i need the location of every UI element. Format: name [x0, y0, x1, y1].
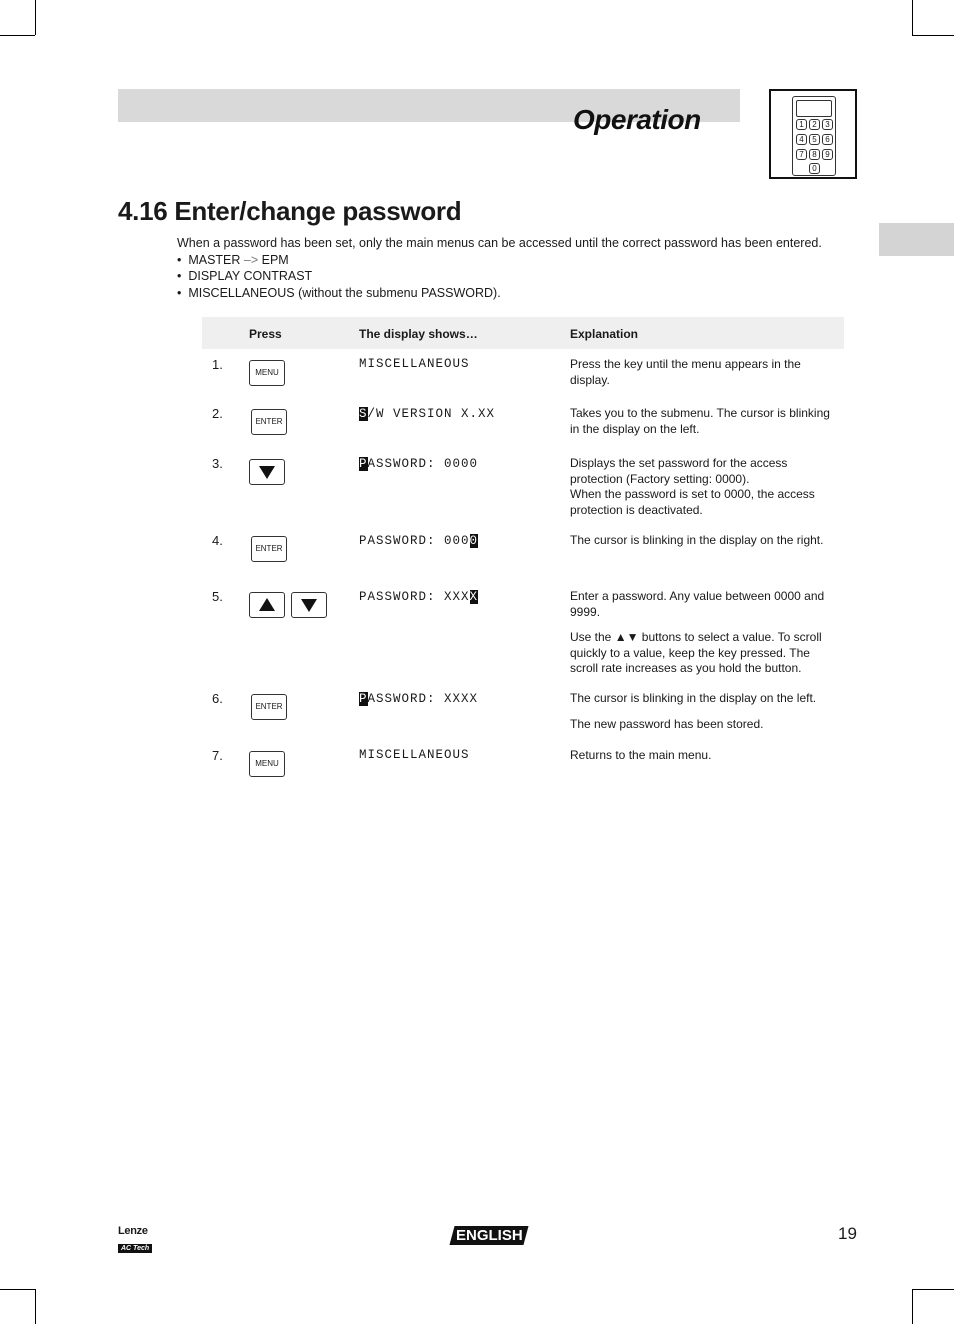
display-text-post: /W VERSION X.XX	[367, 407, 496, 421]
logo-subbrand: AC Tech	[118, 1244, 152, 1253]
crop-mark	[0, 35, 35, 36]
up-arrow-icon	[259, 598, 275, 611]
display-text	[359, 357, 470, 371]
display-text	[359, 407, 495, 421]
display-cursor: S	[359, 407, 368, 421]
page-header-title: Operation	[573, 104, 701, 135]
explanation	[570, 357, 832, 388]
keypad-key: 7	[796, 149, 807, 160]
explanation-text: The cursor is blinking in the display on the right.	[570, 533, 824, 547]
display-text-post: MISCELLANEOUS	[359, 357, 470, 371]
menu-key-icon: MENU	[249, 751, 285, 777]
display-text	[359, 692, 478, 706]
keypad-body	[792, 96, 836, 176]
step-number: 5.	[212, 589, 223, 604]
display-text-post: ASSWORD: XXXX	[367, 692, 479, 706]
keypad-icon	[769, 89, 857, 179]
brand-logo	[118, 1226, 152, 1255]
enter-key-icon: ENTER	[251, 409, 287, 435]
explanation	[570, 456, 832, 518]
intro-paragraph: When a password has been set, only the main menus can be accessed until the correct password has been entered.	[177, 236, 822, 250]
display-cursor: P	[359, 457, 368, 471]
explanation-text: Displays the set password for the access protection (Factory setting: 0000). When the password is set to 0000, the access protection is deactivated.	[570, 456, 815, 517]
keypad-key: 8	[809, 149, 820, 160]
bullet-text: • DISPLAY CONTRAST	[177, 269, 313, 283]
display-text-pre: PASSWORD: 000	[359, 534, 470, 548]
display-text-pre: PASSWORD: XXX	[359, 590, 470, 604]
side-tab	[879, 223, 954, 256]
step-number: 4.	[212, 533, 223, 548]
arrow-icon: –>	[243, 252, 259, 267]
enter-key-icon: ENTER	[251, 694, 287, 720]
language-label: ENGLISH	[455, 1227, 523, 1244]
step-number: 1.	[212, 357, 223, 372]
display-cursor: 0	[469, 534, 479, 548]
bullet-item	[177, 268, 857, 285]
display-text	[359, 748, 470, 762]
bullet-text: • MISCELLANEOUS (without the submenu PASSWORD).	[177, 285, 501, 300]
crop-mark	[35, 0, 36, 35]
display-text	[359, 534, 478, 548]
column-header-press: Press	[249, 327, 282, 341]
crop-mark	[912, 1289, 913, 1324]
section-title: 4.16 Enter/change password	[118, 196, 462, 226]
explanation-text: The cursor is blinking in the display on the left.	[570, 691, 817, 705]
display-text	[359, 457, 478, 471]
explanation-text: Takes you to the submenu. The cursor is blinking in the display on the left.	[570, 406, 830, 436]
explanation-text: Returns to the main menu.	[570, 748, 712, 762]
explanation	[570, 691, 832, 732]
explanation	[570, 406, 832, 437]
keypad-key: 3	[822, 119, 833, 130]
column-header-explanation: Explanation	[570, 327, 639, 341]
crop-mark	[35, 1289, 36, 1324]
explanation-text: Press the key until the menu appears in the display.	[570, 357, 801, 387]
page-number: 19	[838, 1224, 857, 1243]
display-text-post: ASSWORD: 0000	[367, 457, 479, 471]
keypad-key: 9	[822, 149, 833, 160]
column-header-display: The display shows…	[359, 327, 478, 341]
down-arrow-key-icon	[291, 592, 327, 618]
display-cursor: X	[469, 590, 479, 604]
logo-wordmark: Lenze	[118, 1225, 148, 1237]
explanation	[570, 533, 832, 549]
crop-mark	[912, 1289, 954, 1290]
explanation	[570, 748, 832, 764]
down-arrow-icon	[301, 599, 317, 612]
step-number: 3.	[212, 456, 223, 471]
bullet-item	[177, 285, 857, 302]
step-number: 2.	[212, 406, 223, 421]
explanation-text: Use the ▲▼ buttons to select a value. To scroll quickly to a value, keep the key pressed. The scroll rate increases as you hold the button.	[570, 630, 822, 675]
up-arrow-key-icon	[249, 592, 285, 618]
crop-mark	[912, 0, 913, 35]
step-number: 6.	[212, 691, 223, 706]
language-badge	[449, 1226, 528, 1245]
bullet-text: • MASTER	[177, 252, 244, 267]
down-arrow-icon	[259, 466, 275, 479]
keypad-key: 4	[796, 134, 807, 145]
crop-mark	[912, 35, 954, 36]
enter-key-icon: ENTER	[251, 536, 287, 562]
explanation-text: The new password has been stored.	[570, 716, 764, 731]
explanation	[570, 589, 832, 677]
bullet-text: EPM	[258, 252, 289, 267]
keypad-key: 0	[809, 163, 820, 174]
keypad-key: 1	[796, 119, 807, 130]
display-cursor: P	[359, 692, 368, 706]
menu-key-icon: MENU	[249, 360, 285, 386]
intro-text	[177, 235, 857, 301]
crop-mark	[0, 1289, 35, 1290]
keypad-key: 5	[809, 134, 820, 145]
explanation-text: Enter a password. Any value between 0000 and 9999.	[570, 589, 825, 619]
display-text-post: MISCELLANEOUS	[359, 748, 470, 762]
keypad-key: 2	[809, 119, 820, 130]
step-number: 7.	[212, 748, 223, 763]
bullet-item	[177, 252, 857, 269]
down-arrow-key-icon	[249, 459, 285, 485]
keypad-screen	[796, 100, 832, 117]
keypad-key: 6	[822, 134, 833, 145]
display-text	[359, 590, 478, 604]
table-header-band	[202, 317, 844, 349]
